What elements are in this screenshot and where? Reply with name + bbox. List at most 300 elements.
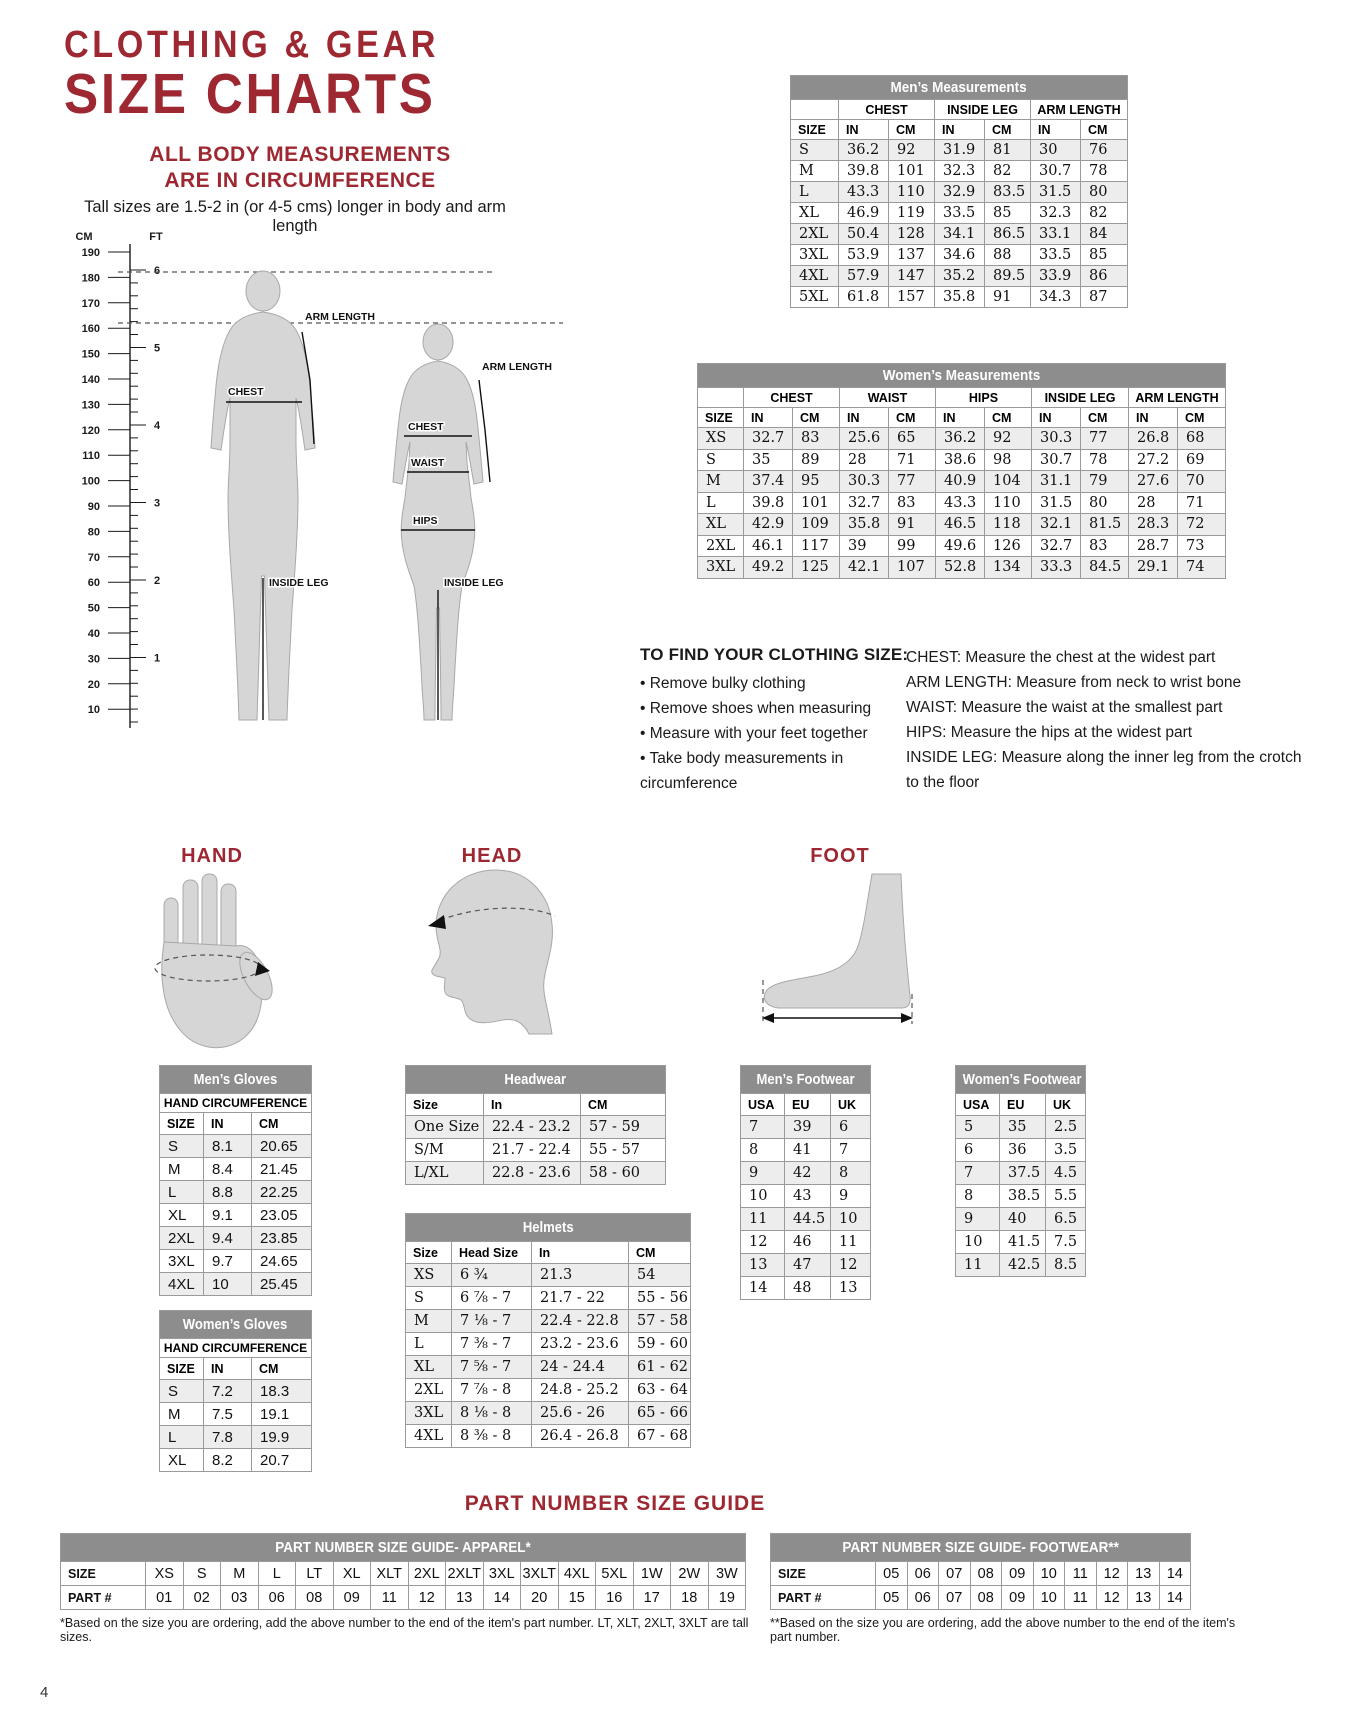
table-cell: S/M — [406, 1139, 484, 1162]
table-cell: 36.2 — [936, 428, 985, 450]
table-cell: 3XL — [406, 1402, 452, 1425]
table-cell: 42.5 — [1000, 1254, 1046, 1277]
table-cell: 27.6 — [1129, 471, 1178, 493]
table-cell: 7.8 — [204, 1426, 252, 1449]
female-figure — [393, 324, 552, 720]
table-cell: 32.9 — [935, 182, 985, 203]
table-row — [406, 1287, 691, 1310]
table-row — [741, 1139, 871, 1162]
table-cell: 46.1 — [744, 535, 793, 557]
table-cell: 85 — [985, 203, 1031, 224]
male-figure — [211, 271, 375, 720]
unit-header-row — [406, 1094, 666, 1116]
column-header: Head Size — [452, 1242, 532, 1264]
table-row — [698, 492, 1226, 514]
column-header: IN — [204, 1113, 252, 1135]
head-silhouette — [432, 870, 553, 1034]
group-header-row — [791, 100, 1128, 120]
table-cell: 83 — [1081, 535, 1129, 557]
head-diagram — [418, 862, 568, 1037]
table-title: Headwear — [406, 1066, 666, 1094]
table-cell: 31.5 — [1031, 182, 1081, 203]
table-cell: 10 — [204, 1273, 252, 1296]
table-cell: 8 ⅜ - 8 — [452, 1425, 532, 1448]
table-cell: 46 — [785, 1231, 831, 1254]
table-cell: 40.9 — [936, 471, 985, 493]
table-cell: 06 — [907, 1562, 939, 1586]
table-cell: 10 — [831, 1208, 871, 1231]
table-cell: 13 — [446, 1586, 484, 1610]
table-cell: 11 — [831, 1231, 871, 1254]
foot-diagram — [752, 868, 932, 1028]
table-cell: 2XL — [698, 535, 744, 557]
table-cell: 2.5 — [1046, 1116, 1086, 1139]
table-cell: 25.6 — [840, 428, 889, 450]
table-cell: 09 — [1002, 1586, 1034, 1610]
table-cell: 12 — [408, 1586, 446, 1610]
ft-tick-scale — [130, 265, 161, 722]
table-body — [406, 1116, 666, 1185]
subtitle-line1: ALL BODY MEASUREMENTS — [149, 143, 451, 166]
table-cell: 71 — [1178, 492, 1226, 514]
table-cell: XL — [160, 1204, 204, 1227]
table-row — [956, 1208, 1086, 1231]
table-cell: 7 — [831, 1139, 871, 1162]
table-cell: 99 — [889, 535, 936, 557]
apparel-part-number-table — [60, 1533, 746, 1610]
table-cell: PART # — [771, 1586, 876, 1610]
table-cell: 57 - 58 — [629, 1310, 691, 1333]
table-cell: 03 — [221, 1586, 259, 1610]
table-cell: 07 — [939, 1586, 971, 1610]
table-cell: 8.2 — [204, 1449, 252, 1472]
table-cell: 9.4 — [204, 1227, 252, 1250]
table-cell: 29.1 — [1129, 557, 1178, 579]
table-cell: 08 — [970, 1586, 1002, 1610]
table-cell: 7 ⅞ - 8 — [452, 1379, 532, 1402]
table-cell: 39 — [840, 535, 889, 557]
table-cell: 33.9 — [1031, 266, 1081, 287]
table-cell: 8 — [956, 1185, 1000, 1208]
table-cell: 49.2 — [744, 557, 793, 579]
table-cell: M — [698, 471, 744, 493]
column-header: Size — [406, 1242, 452, 1264]
table-cell: 35 — [744, 449, 793, 471]
subtitle-line2: ARE IN CIRCUMFERENCE — [164, 169, 436, 193]
table-cell: 33.5 — [935, 203, 985, 224]
table-row — [698, 535, 1226, 557]
table-cell: S — [698, 449, 744, 471]
sizing-instructions-title: TO FIND YOUR CLOTHING SIZE: — [640, 645, 909, 664]
table-row — [698, 449, 1226, 471]
list-item: • Remove shoes when measuring — [640, 696, 940, 721]
table-cell: 3XL — [483, 1562, 521, 1586]
table-row — [791, 203, 1128, 224]
table-cell: 02 — [183, 1586, 221, 1610]
table-cell: 11 — [1065, 1562, 1097, 1586]
table-cell: 31.5 — [1032, 492, 1081, 514]
female-hips-label: HIPS — [413, 515, 438, 527]
table-cell: 77 — [889, 471, 936, 493]
table-cell: 43 — [785, 1185, 831, 1208]
title-line1: CLOTHING & GEAR — [64, 24, 440, 66]
table-cell: 78 — [1081, 449, 1129, 471]
table-cell: S — [406, 1287, 452, 1310]
table-row — [956, 1162, 1086, 1185]
table-cell: 92 — [985, 428, 1032, 450]
table-cell: S — [160, 1380, 204, 1403]
svg-text:30: 30 — [87, 653, 100, 666]
column-header: INSIDE LEG — [935, 100, 1031, 120]
table-cell: 85 — [1081, 245, 1128, 266]
measurement-definitions — [906, 645, 1306, 795]
table-cell: 14 — [483, 1586, 521, 1610]
table-cell: 7.5 — [204, 1403, 252, 1426]
table-cell: 8.5 — [1046, 1254, 1086, 1277]
svg-text:5: 5 — [154, 342, 161, 355]
table-cell: 35.2 — [935, 266, 985, 287]
column-header: CM — [1081, 408, 1129, 428]
table-cell: 26.8 — [1129, 428, 1178, 450]
table-cell: 89 — [793, 449, 840, 471]
table-cell: 55 - 57 — [581, 1139, 666, 1162]
unit-header-row — [741, 1094, 871, 1116]
svg-text:110: 110 — [82, 450, 100, 463]
table-cell: 08 — [296, 1586, 334, 1610]
table-cell: 72 — [1178, 514, 1226, 536]
table-cell: 137 — [889, 245, 935, 266]
table-cell: 33.1 — [1031, 224, 1081, 245]
table-cell: 01 — [146, 1586, 184, 1610]
table-cell: 55 - 56 — [629, 1287, 691, 1310]
table-row — [406, 1116, 666, 1139]
table-cell: 67 - 68 — [629, 1425, 691, 1448]
table-cell: 22.25 — [252, 1181, 312, 1204]
table-row — [160, 1181, 312, 1204]
table-row — [406, 1264, 691, 1287]
table-cell: 46.5 — [936, 514, 985, 536]
table-cell: SIZE — [771, 1562, 876, 1586]
table-cell: 36 — [1000, 1139, 1046, 1162]
table-cell: 39.8 — [839, 161, 889, 182]
table-cell: 71 — [889, 449, 936, 471]
table-row — [791, 224, 1128, 245]
table-cell: 80 — [1081, 182, 1128, 203]
table-cell: 40 — [1000, 1208, 1046, 1231]
table-cell: 32.3 — [935, 161, 985, 182]
svg-text:60: 60 — [87, 577, 100, 590]
table-cell: 70 — [1178, 471, 1226, 493]
table-cell: 81.5 — [1081, 514, 1129, 536]
list-item: WAIST: Measure the waist at the smallest part — [906, 699, 1223, 716]
table-row — [741, 1231, 871, 1254]
table-cell: 11 — [1065, 1586, 1097, 1610]
table-row — [698, 514, 1226, 536]
headwear-table — [405, 1065, 666, 1185]
table-cell: 20.7 — [252, 1449, 312, 1472]
table-row — [741, 1116, 871, 1139]
table-cell: 107 — [889, 557, 936, 579]
sizing-instructions-list — [640, 671, 940, 796]
column-header: IN — [839, 120, 889, 140]
table-cell: L — [160, 1181, 204, 1204]
column-header: In — [532, 1242, 629, 1264]
table-cell: 2XL — [406, 1379, 452, 1402]
table-cell: 5XL — [596, 1562, 634, 1586]
column-header: CM — [985, 408, 1032, 428]
svg-text:40: 40 — [87, 628, 100, 640]
table-cell: 14 — [1159, 1562, 1191, 1586]
table-cell: 12 — [741, 1231, 785, 1254]
table-cell: 33.5 — [1031, 245, 1081, 266]
table-cell: 12 — [1096, 1586, 1128, 1610]
table-row — [791, 140, 1128, 161]
table-cell: 13 — [1128, 1562, 1160, 1586]
table-row — [406, 1310, 691, 1333]
table-cell: 10 — [741, 1185, 785, 1208]
unit-header-row — [956, 1094, 1086, 1116]
table-cell: 9 — [741, 1162, 785, 1185]
table-cell: 35 — [1000, 1116, 1046, 1139]
svg-text:120: 120 — [81, 424, 100, 437]
table-cell: 30.3 — [840, 471, 889, 493]
table-cell: 109 — [793, 514, 840, 536]
table-cell: 7 — [956, 1162, 1000, 1185]
table-cell: 7 — [741, 1116, 785, 1139]
column-header: SIZE — [160, 1113, 204, 1135]
table-cell: 53.9 — [839, 245, 889, 266]
table-cell: 95 — [793, 471, 840, 493]
table-cell: 05 — [876, 1586, 908, 1610]
table-cell: 19.9 — [252, 1426, 312, 1449]
table-cell: 24 - 24.4 — [532, 1356, 629, 1379]
table-cell: 34.1 — [935, 224, 985, 245]
column-header: In — [484, 1094, 581, 1116]
table-cell: 7.2 — [204, 1380, 252, 1403]
hand-section-header: HAND — [181, 845, 243, 867]
table-cell: XL — [791, 203, 839, 224]
table-cell: SIZE — [61, 1562, 146, 1586]
svg-text:100: 100 — [81, 475, 100, 488]
table-cell: M — [160, 1403, 204, 1426]
list-item: CHEST: Measure the chest at the widest part — [906, 649, 1216, 666]
column-header: CHEST — [744, 388, 840, 408]
table-cell: 87 — [1081, 287, 1128, 308]
column-header: ARM LENGTH — [1129, 388, 1226, 408]
table-cell: 101 — [889, 161, 935, 182]
table-row — [771, 1562, 1191, 1586]
table-row — [61, 1586, 746, 1610]
table-cell: 3XL — [160, 1250, 204, 1273]
table-body — [160, 1380, 312, 1472]
svg-text:180: 180 — [81, 272, 100, 285]
table-cell: 14 — [1159, 1586, 1191, 1610]
table-cell: 30.3 — [1032, 428, 1081, 450]
table-title: PART NUMBER SIZE GUIDE- APPAREL* — [61, 1534, 746, 1562]
table-cell: 3W — [708, 1562, 746, 1586]
table-cell: 126 — [985, 535, 1032, 557]
foot-silhouette — [764, 874, 910, 1008]
table-cell: L — [698, 492, 744, 514]
table-cell: 69 — [1178, 449, 1226, 471]
column-header: IN — [936, 408, 985, 428]
table-cell: 34.6 — [935, 245, 985, 266]
group-header-row — [698, 388, 1226, 408]
column-header: CM — [1178, 408, 1226, 428]
column-header: IN — [840, 408, 889, 428]
table-cell: 9 — [831, 1185, 871, 1208]
table-cell: L — [258, 1562, 296, 1586]
cm-unit-label: CM — [75, 231, 93, 243]
table-cell: 89.5 — [985, 266, 1031, 287]
table-cell: 57.9 — [839, 266, 889, 287]
table-cell: 12 — [831, 1254, 871, 1277]
table-cell: 83.5 — [985, 182, 1031, 203]
table-cell: 86.5 — [985, 224, 1031, 245]
svg-text:160: 160 — [81, 323, 100, 336]
table-cell: 7.5 — [1046, 1231, 1086, 1254]
sizing-instructions — [640, 645, 940, 796]
table-cell: 77 — [1081, 428, 1129, 450]
mens-gloves-table — [159, 1065, 312, 1296]
table-cell: 38.6 — [936, 449, 985, 471]
table-cell: 7 ⅜ - 7 — [452, 1333, 532, 1356]
table-row — [61, 1562, 746, 1586]
male-arm-length-label: ARM LENGTH — [305, 311, 375, 323]
title-line2: SIZE CHARTS — [64, 61, 436, 126]
table-cell: 104 — [985, 471, 1032, 493]
table-cell: 2XL — [160, 1227, 204, 1250]
table-row — [160, 1449, 312, 1472]
table-cell: 32.3 — [1031, 203, 1081, 224]
table-cell: L — [406, 1333, 452, 1356]
table-cell: 10 — [1033, 1562, 1065, 1586]
table-row — [698, 557, 1226, 579]
table-row — [160, 1227, 312, 1250]
table-cell: 6 ⅞ - 7 — [452, 1287, 532, 1310]
table-row — [741, 1208, 871, 1231]
table-cell: 17 — [633, 1586, 671, 1610]
svg-text:140: 140 — [81, 374, 100, 386]
table-cell: 80 — [1081, 492, 1129, 514]
table-cell: 11 — [956, 1254, 1000, 1277]
table-cell: 42 — [785, 1162, 831, 1185]
table-cell: 68 — [1178, 428, 1226, 450]
table-row — [406, 1379, 691, 1402]
table-row — [791, 245, 1128, 266]
table-body — [741, 1116, 871, 1300]
unit-header-row — [698, 408, 1226, 428]
column-header: USA — [956, 1094, 1000, 1116]
table-cell: 128 — [889, 224, 935, 245]
table-cell: 25.45 — [252, 1273, 312, 1296]
table-cell: XS — [698, 428, 744, 450]
table-row — [791, 266, 1128, 287]
table-cell: XS — [406, 1264, 452, 1287]
table-cell: M — [406, 1310, 452, 1333]
table-cell: L — [791, 182, 839, 203]
table-cell: 41 — [785, 1139, 831, 1162]
table-row — [956, 1139, 1086, 1162]
table-cell: 28 — [840, 449, 889, 471]
table-cell: 5 — [956, 1116, 1000, 1139]
table-cell: 2XL — [408, 1562, 446, 1586]
female-inside-leg-label: INSIDE LEG — [444, 577, 504, 589]
column-header: IN — [1129, 408, 1178, 428]
female-arm-length-label: ARM LENGTH — [482, 361, 552, 373]
column-header: CM — [793, 408, 840, 428]
table-cell: 05 — [876, 1562, 908, 1586]
table-cell: 30 — [1031, 140, 1081, 161]
table-cell: 91 — [889, 514, 936, 536]
table-cell: 58 - 60 — [581, 1162, 666, 1185]
table-title: Men’s Measurements — [791, 76, 1128, 100]
table-row — [741, 1162, 871, 1185]
womens-footwear-table — [955, 1065, 1086, 1277]
list-item: INSIDE LEG: Measure along the inner leg from the crotch to the floor — [906, 749, 1302, 791]
table-cell: 31.1 — [1032, 471, 1081, 493]
table-cell: 09 — [1002, 1562, 1034, 1586]
table-cell: S — [791, 140, 839, 161]
table-row — [406, 1402, 691, 1425]
table-cell: S — [183, 1562, 221, 1586]
table-cell: 11 — [371, 1586, 409, 1610]
column-header: CM — [1081, 120, 1128, 140]
table-row — [160, 1403, 312, 1426]
table-row — [160, 1204, 312, 1227]
unit-header-row — [160, 1113, 312, 1135]
foot-arrow-right — [901, 1013, 913, 1023]
table-cell: 25.6 - 26 — [532, 1402, 629, 1425]
table-cell: 21.3 — [532, 1264, 629, 1287]
table-row — [791, 161, 1128, 182]
table-cell: 63 - 64 — [629, 1379, 691, 1402]
womens-measurements-table — [697, 363, 1226, 579]
list-item: ARM LENGTH: Measure from neck to wrist bone — [906, 674, 1242, 691]
table-row — [741, 1254, 871, 1277]
table-cell: 101 — [793, 492, 840, 514]
unit-header-row — [791, 120, 1128, 140]
svg-text:10: 10 — [87, 704, 100, 717]
table-cell: PART # — [61, 1586, 146, 1610]
table-row — [956, 1185, 1086, 1208]
table-cell: 110 — [889, 182, 935, 203]
table-cell: 28.3 — [1129, 514, 1178, 536]
table-cell: 37.5 — [1000, 1162, 1046, 1185]
table-cell: 37.4 — [744, 471, 793, 493]
table-row — [956, 1116, 1086, 1139]
helmets-table — [405, 1213, 691, 1448]
table-cell: 13 — [741, 1254, 785, 1277]
table-cell: 3XLT — [521, 1562, 559, 1586]
column-header: IN — [935, 120, 985, 140]
table-cell: 110 — [985, 492, 1032, 514]
column-header: UK — [831, 1094, 871, 1116]
hand-diagram — [140, 872, 300, 1057]
table-cell: 1W — [633, 1562, 671, 1586]
table-cell: 4.5 — [1046, 1162, 1086, 1185]
unit-header-row — [160, 1358, 312, 1380]
table-cell: 4XL — [406, 1425, 452, 1448]
page-number: 4 — [40, 1684, 49, 1701]
table-cell: 18 — [671, 1586, 709, 1610]
table-cell: 32.7 — [744, 428, 793, 450]
list-item: • Measure with your feet together — [640, 721, 940, 746]
table-cell: 49.6 — [936, 535, 985, 557]
table-cell: 41.5 — [1000, 1231, 1046, 1254]
table-cell: 28.7 — [1129, 535, 1178, 557]
female-waist-label: WAIST — [411, 457, 445, 469]
